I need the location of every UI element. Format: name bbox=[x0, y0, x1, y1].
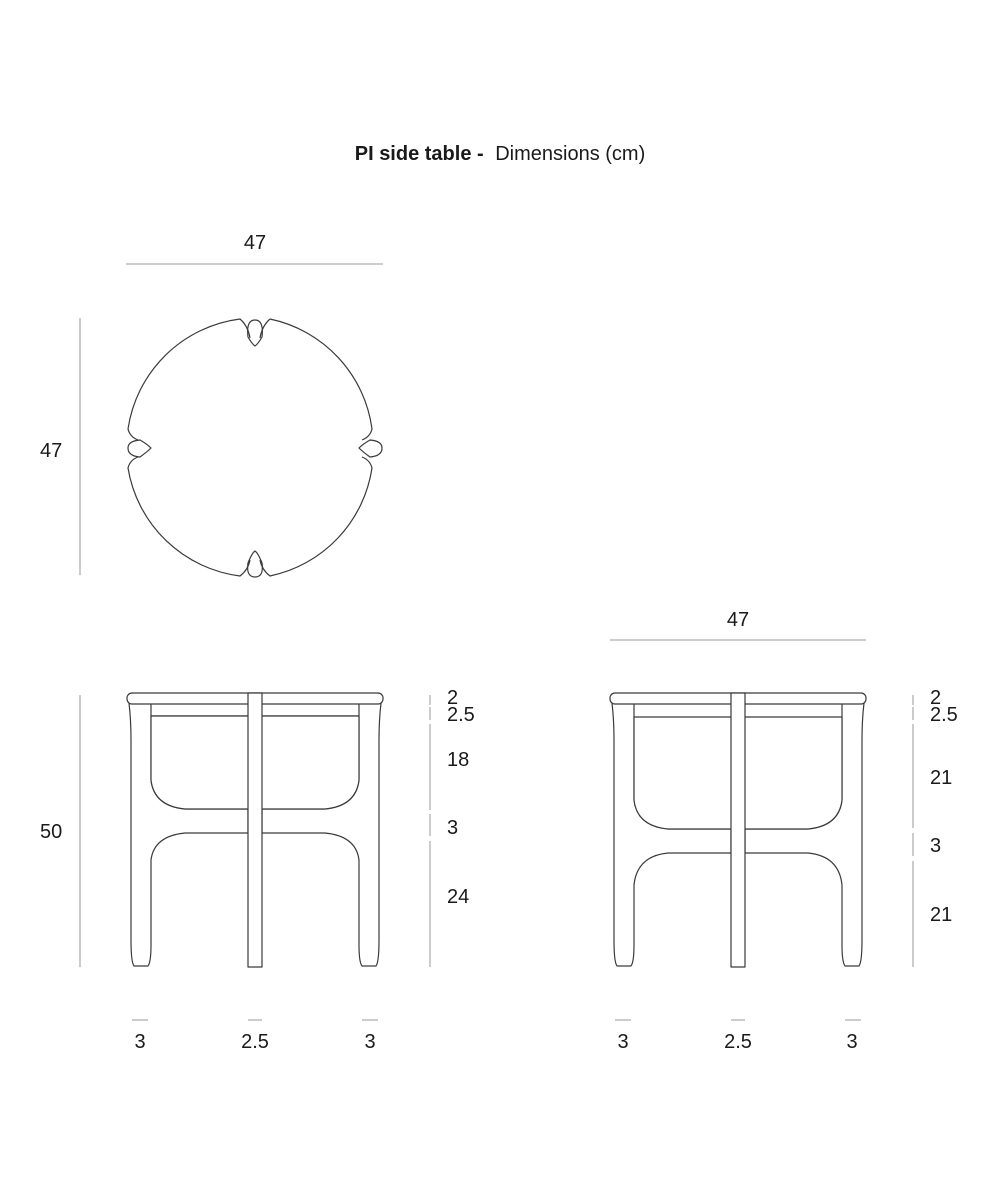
front-bottom-label-2: 2.5 bbox=[241, 1031, 269, 1053]
top-view bbox=[40, 232, 383, 577]
front-seg-label-2: 2.5 bbox=[447, 704, 475, 726]
front-seg-label-5: 24 bbox=[447, 886, 470, 908]
side-seg-label-2: 2.5 bbox=[930, 704, 958, 726]
front-height-label: 50 bbox=[40, 821, 63, 843]
front-seg-label-4: 3 bbox=[447, 817, 459, 839]
side-bottom-label-2: 2.5 bbox=[724, 1031, 752, 1053]
notch-right bbox=[359, 440, 382, 457]
top-depth-label: 47 bbox=[40, 440, 63, 462]
notch-bottom bbox=[248, 551, 263, 577]
tabletop-outline bbox=[128, 319, 372, 576]
side-bottom-label-3: 3 bbox=[846, 1031, 858, 1053]
title-product: PI side table - bbox=[354, 143, 484, 165]
side-center-post bbox=[731, 693, 745, 967]
side-bottom-label-1: 3 bbox=[617, 1031, 629, 1053]
front-seg-label-1: 2 bbox=[447, 687, 459, 709]
notch-left bbox=[128, 440, 151, 457]
side-view bbox=[610, 609, 958, 1053]
front-view bbox=[40, 687, 475, 1053]
side-seg-label-3: 21 bbox=[930, 767, 953, 789]
notch-top bbox=[248, 320, 263, 346]
side-width-label: 47 bbox=[726, 609, 750, 631]
front-center-post bbox=[248, 693, 262, 967]
page-title bbox=[355, 143, 646, 165]
front-bottom-label-3: 3 bbox=[364, 1031, 376, 1053]
top-width-label: 47 bbox=[243, 232, 267, 254]
side-seg-label-5: 21 bbox=[930, 904, 953, 926]
side-seg-label-1: 2 bbox=[930, 687, 942, 709]
front-seg-label-3: 18 bbox=[447, 749, 470, 771]
front-bottom-label-1: 3 bbox=[134, 1031, 146, 1053]
title-subtitle: Dimensions (cm) bbox=[495, 143, 646, 165]
side-seg-label-4: 3 bbox=[930, 835, 942, 857]
